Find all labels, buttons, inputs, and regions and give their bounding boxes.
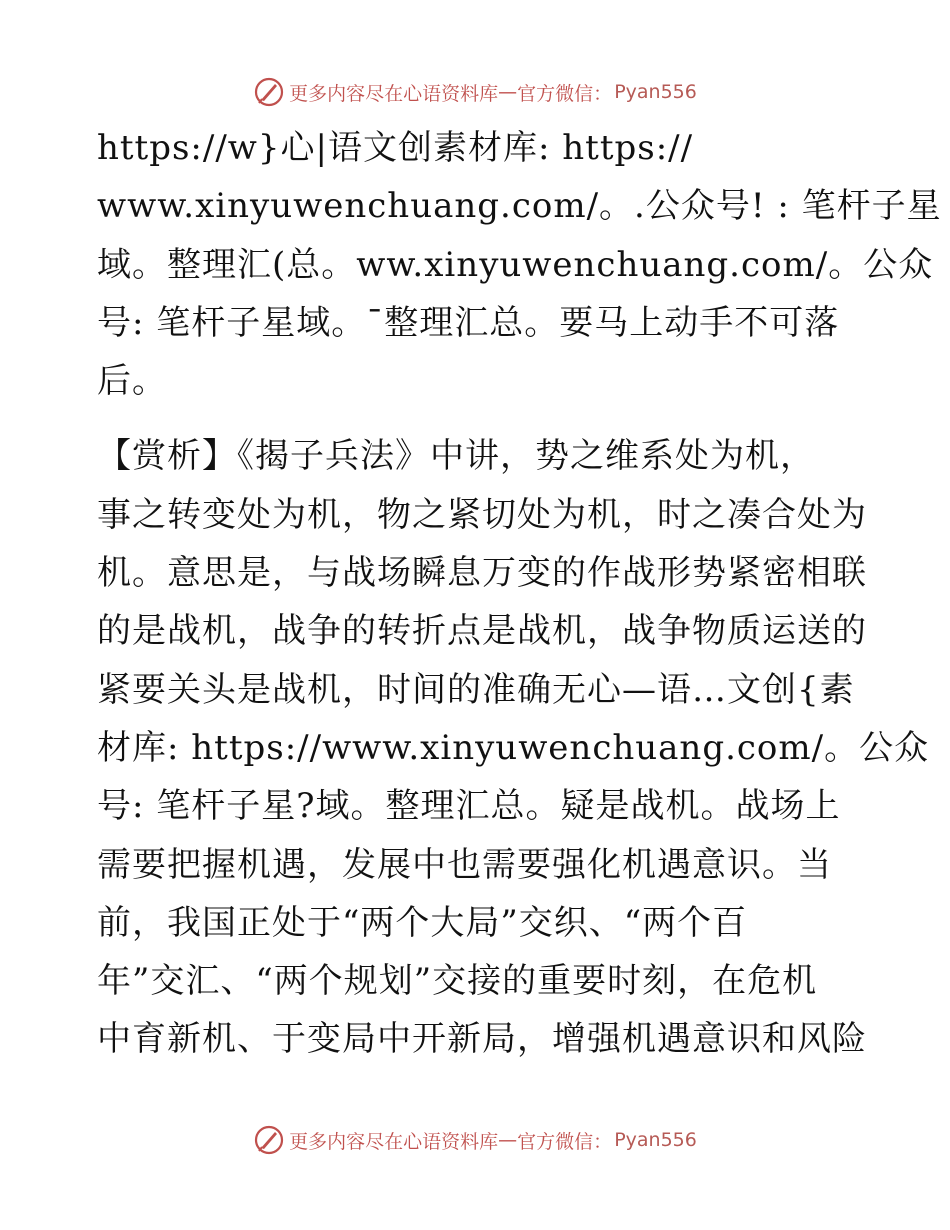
paragraph-gap (97, 410, 852, 427)
banner-separator: — (498, 1129, 518, 1151)
quill-logo-icon (253, 76, 285, 108)
text-line: 【赏析】《揭子兵法》中讲，势之维系处为机， (97, 436, 815, 477)
text-line: 后。 (97, 361, 167, 402)
paragraph-1 (97, 119, 942, 410)
text-line: 号: 笔杆子星域。¯整理汇总。要马上动手不可落 (97, 302, 840, 343)
text-line: 的是战机，战争的转折点是战机，战争物质运送的 (97, 611, 867, 652)
quill-logo-icon (253, 1124, 285, 1156)
banner-text: 更多内容尽在心语资料库 (289, 82, 499, 105)
text-line: 紧要关头是战机，时间的准确无心—语…文创{素 (97, 669, 855, 710)
text-line: 机。意思是，与战场瞬息万变的作战形势紧密相联 (97, 553, 867, 594)
text-line: 前，我国正处于“两个大局”交织、“两个百 (97, 902, 748, 943)
footer-banner (0, 1120, 950, 1160)
banner-wechat-id: Pyan556 (614, 81, 697, 103)
banner-wechat-id: Pyan556 (614, 1129, 697, 1151)
text-line: 事之转变处为机，物之紧切处为机，时之凑合处为 (97, 494, 867, 535)
document-body (97, 119, 942, 1069)
text-line: 中育新机、于变局中开新局，增强机遇意识和风险 (97, 1019, 867, 1060)
text-line: www.xinyuwenchuang.com/。.公众号! : 笔杆子星 (97, 186, 942, 227)
text-line: 号: 笔杆子星?域。整理汇总。疑是战机。战场上 (97, 786, 841, 827)
banner-separator: — (498, 81, 518, 103)
header-banner (0, 72, 950, 112)
banner-official-label: 官方微信： (517, 82, 613, 105)
text-line: 域。整理汇(总。ww.xinyuwenchuang.com/。公众 (97, 244, 934, 285)
banner-official-label: 官方微信： (517, 1130, 613, 1153)
banner-text: 更多内容尽在心语资料库 (289, 1130, 499, 1153)
paragraph-2 (97, 427, 930, 1068)
text-line: https://w}心|语文创素材库: https:// (97, 128, 694, 168)
text-line: 需要把握机遇，发展中也需要强化机遇意识。当 (97, 844, 832, 885)
text-line: 年”交汇、“两个规划”交接的重要时刻，在危机 (97, 961, 818, 1002)
text-line: 材库: https://www.xinyuwenchuang.com/。公众 (97, 727, 930, 768)
